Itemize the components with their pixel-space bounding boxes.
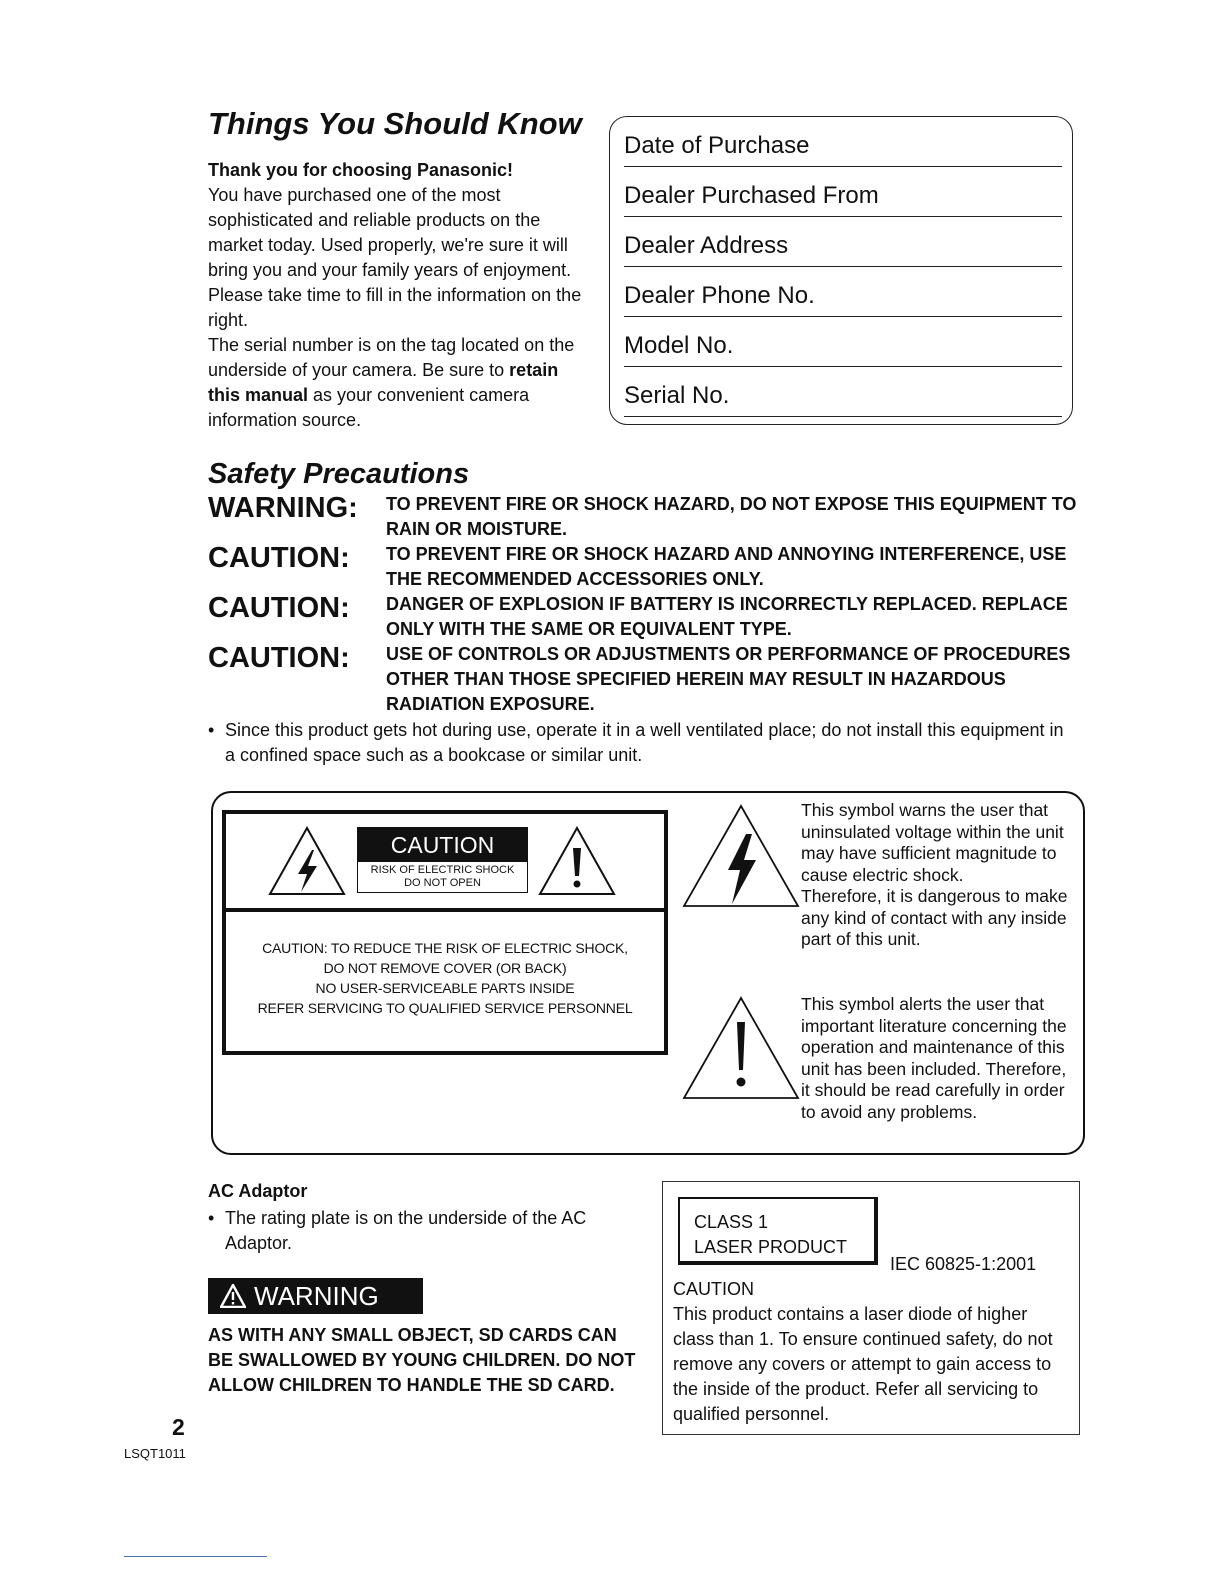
ac-adaptor-title: AC Adaptor: [208, 1181, 308, 1201]
caution-text-3: USE OF CONTROLS OR ADJUSTMENTS OR PERFORMANCE OF PROCEDURES OTHER THAN THOSE SPECIFIED HEREIN MAY RESULT IN HAZARDOUS RADIATION EXPOSURE.: [386, 644, 1071, 714]
caution-badge: [357, 827, 528, 893]
voltage-text-1: This symbol warns the user that uninsulated voltage within the unit may have sufficient magnitude to cause electric shock.: [801, 800, 1064, 885]
sd-warning-badge: [208, 1278, 423, 1314]
caution-label-1: CAUTION:: [208, 542, 350, 574]
ventilation-bullet: [208, 718, 1068, 768]
caution-label-body: [226, 938, 664, 1018]
warning-text: TO PREVENT FIRE OR SHOCK HAZARD, DO NOT EXPOSE THIS EQUIPMENT TO RAIN OR MOISTURE.: [386, 494, 1077, 539]
serial-text-end: as your convenient camera information source.: [208, 385, 530, 430]
alert-exclamation-icon: [682, 996, 800, 1100]
iec-standard: IEC 60825-1:2001: [890, 1254, 1037, 1274]
page-number: 2: [172, 1414, 185, 1440]
class1-text: CLASS 1: [694, 1212, 769, 1232]
intro-paragraph: You have purchased one of the most sophisticated and reliable products on the market today. Used properly, we're sure it will bring you and your family years of enjoyment. Please take time to fill in the information on the right.: [208, 185, 582, 330]
voltage-symbol-text: [801, 800, 1076, 951]
warning-label: WARNING:: [208, 492, 358, 524]
exclamation-icon: [538, 826, 616, 896]
risk-shock-text: RISK OF ELECTRIC SHOCK: [370, 864, 515, 876]
voltage-text-2: Therefore, it is dangerous to make any kind of contact with any inside part of this unit.: [801, 886, 1068, 949]
caution-text-1: TO PREVENT FIRE OR SHOCK HAZARD AND ANNOYING INTERFERENCE, USE THE RECOMMENDED ACCESSORIES ONLY.: [386, 544, 1067, 589]
voltage-warning-icon: [682, 804, 800, 908]
alert-symbol-text: This symbol alerts the user that important literature concerning the operation and maintenance of this unit has been included. Therefore, it should be read carefully in order to avoid any problems.: [801, 994, 1067, 1122]
caution-label-divider: [222, 908, 668, 912]
caution-label-2: CAUTION:: [208, 592, 350, 624]
serial-text: The serial number is on the tag located on the underside of your camera. Be sure to: [208, 335, 575, 380]
ac-adaptor-bullet: [208, 1206, 638, 1256]
retain-manual-text: retain this manual: [208, 360, 559, 405]
record-field-serial: Serial No.: [624, 375, 1062, 417]
serial-paragraph: [208, 333, 593, 433]
record-field-date: Date of Purchase: [624, 125, 1062, 167]
caution-line-2: DO NOT REMOVE COVER (OR BACK): [323, 960, 567, 976]
document-code: LSQT1011: [124, 1446, 186, 1461]
laser-caution-text: This product contains a laser diode of higher class than 1. To ensure continued safety, do not remove any covers or attempt to gain access to the inside of the product. Refer all servicing to qualified personnel.: [673, 1304, 1053, 1424]
ac-adaptor-text: The rating plate is on the underside of the AC Adaptor.: [225, 1208, 587, 1253]
bullet-icon: •: [208, 720, 215, 740]
caution-line-1: CAUTION: TO REDUCE THE RISK OF ELECTRIC SHOCK,: [262, 940, 628, 956]
record-field-address: Dealer Address: [624, 225, 1062, 267]
section-title-safety: Safety Precautions: [208, 458, 470, 490]
record-field-model: Model No.: [624, 325, 1062, 367]
do-not-open-text: DO NOT OPEN: [404, 877, 481, 889]
purchase-record-box: [609, 116, 1073, 425]
thanks-line: Thank you for choosing Panasonic!: [208, 160, 514, 180]
ventilation-text: Since this product gets hot during use, operate it in a well ventilated place; do not install this equipment in a confined space such as a bookcase or similar unit.: [225, 720, 1064, 765]
record-field-phone: Dealer Phone No.: [624, 275, 1062, 317]
intro-text: [208, 158, 593, 433]
sd-card-warning-text: AS WITH ANY SMALL OBJECT, SD CARDS CAN BE SWALLOWED BY YOUNG CHILDREN. DO NOT ALLOW CHILDREN TO HANDLE THE SD CARD.: [208, 1325, 636, 1395]
electric-shock-icon: [268, 826, 346, 896]
warning-triangle-icon: [220, 1284, 246, 1308]
caution-line-3: NO USER-SERVICEABLE PARTS INSIDE: [315, 980, 575, 996]
caution-text-2: DANGER OF EXPLOSION IF BATTERY IS INCORRECTLY REPLACED. REPLACE ONLY WITH THE SAME OR EQUIVALENT TYPE.: [386, 594, 1068, 639]
bullet-icon: •: [208, 1208, 215, 1228]
laser-caution-title: CAUTION: [673, 1279, 754, 1299]
caution-badge-sub: [358, 864, 527, 890]
record-field-dealer: Dealer Purchased From: [624, 175, 1062, 217]
bottom-rule: [124, 1556, 267, 1557]
laser-product-text: LASER PRODUCT: [694, 1237, 848, 1257]
class1-laser-label: [678, 1197, 878, 1265]
caution-label-3: CAUTION:: [208, 642, 350, 674]
caution-line-4: REFER SERVICING TO QUALIFIED SERVICE PERSONNEL: [257, 1000, 633, 1016]
section-title-things: Things You Should Know: [208, 106, 582, 141]
caution-badge-title: CAUTION: [358, 828, 527, 862]
warning-badge-text: WARNING: [254, 1281, 379, 1311]
